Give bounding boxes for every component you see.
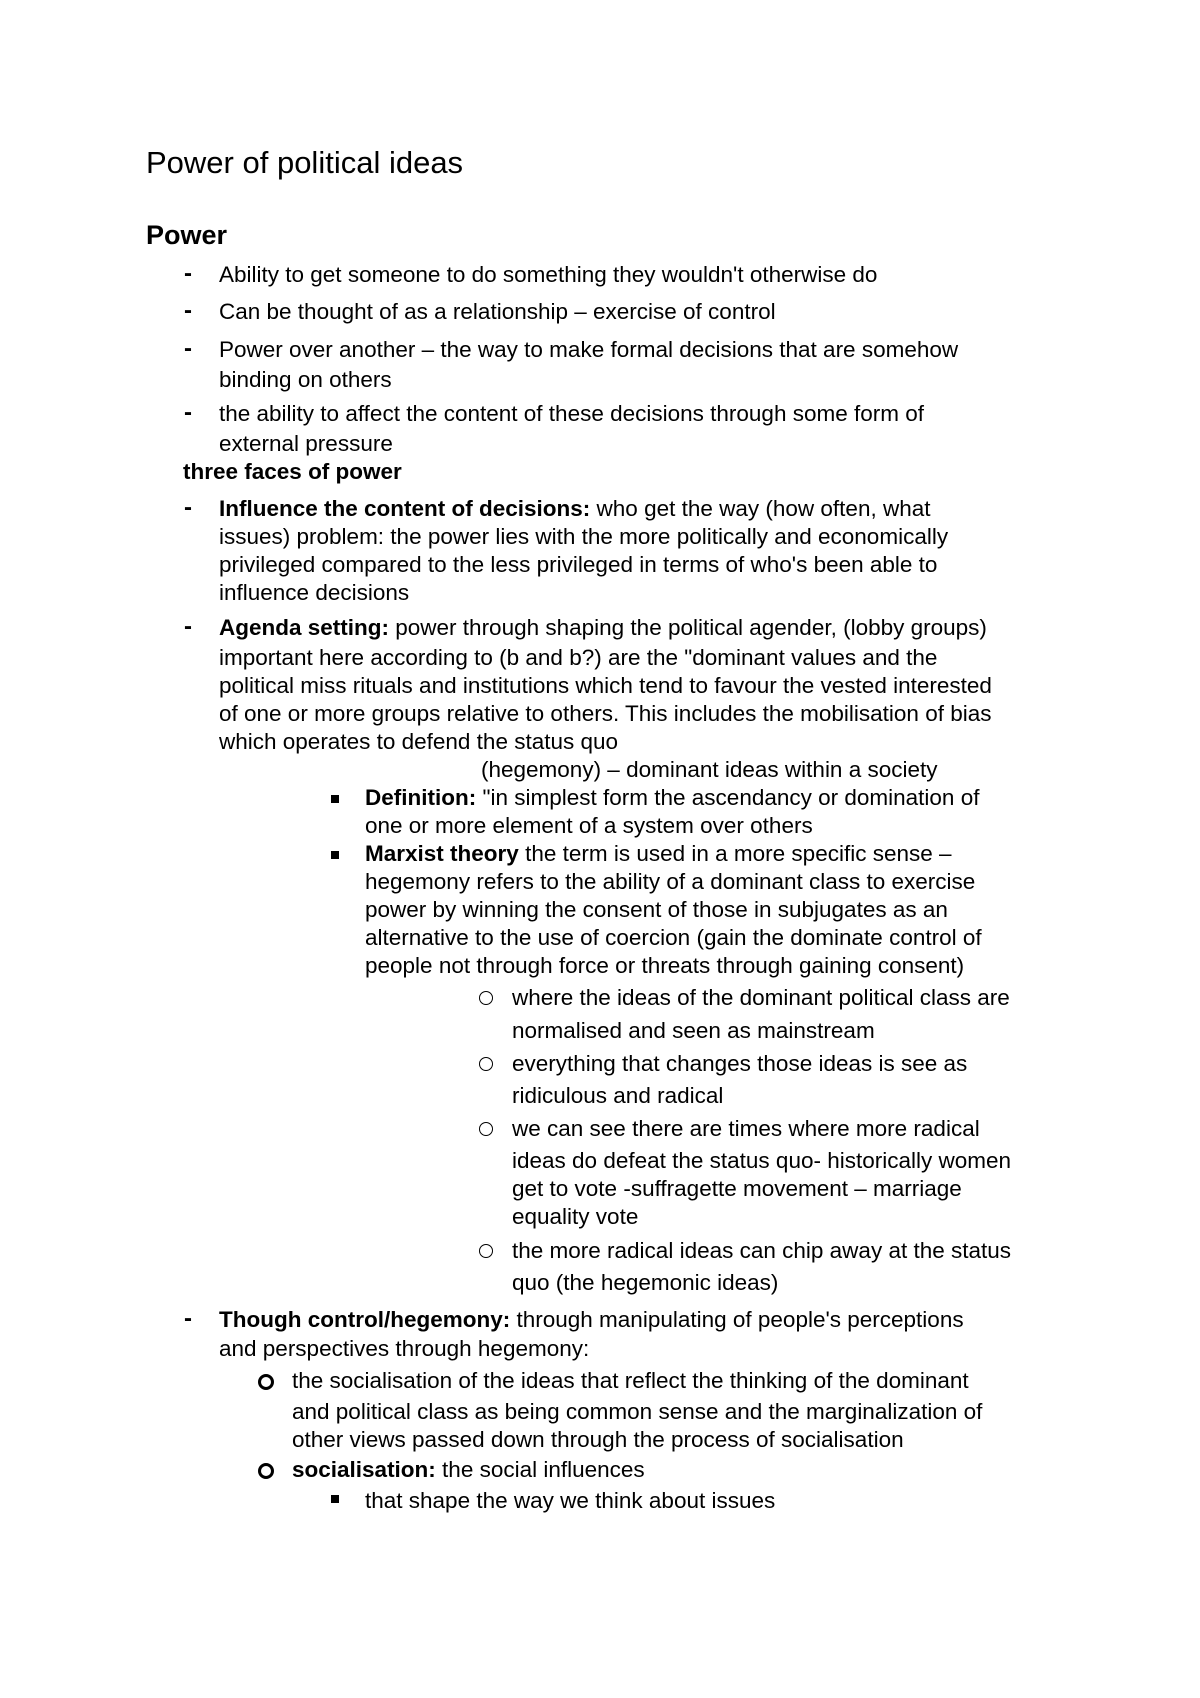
list-item: that shape the way we think about issues [365, 1488, 776, 1513]
list-item: the ability to affect the content of these decisions through some form of [219, 401, 924, 426]
marxist-text: the term is used in a more specific sense – [518, 841, 952, 866]
list-item-cont: one or more element of a system over others [365, 813, 813, 838]
list-item-cont: issues) problem: the power lies with the more politically and economically [219, 524, 949, 549]
list-item-cont: quo (the hegemonic ideas) [512, 1270, 779, 1295]
influence-text: who get the way (how often, what [590, 496, 931, 521]
square-bullet [331, 1495, 339, 1503]
list-item: where the ideas of the dominant political class are [512, 985, 1010, 1010]
list-item-cont: external pressure [219, 431, 393, 456]
socialisation-label: socialisation: [292, 1457, 436, 1482]
dash-bullet: - [184, 260, 192, 287]
list-item-cont: of one or more groups relative to others. This includes the mobilisation of bias [219, 701, 992, 726]
dash-bullet: - [184, 613, 192, 640]
list-item: the more radical ideas can chip away at the status [512, 1238, 1012, 1263]
list-item: everything that changes those ideas is see as [512, 1051, 968, 1076]
circle-bullet [479, 1244, 493, 1258]
dash-bullet: - [184, 297, 192, 324]
circle-bullet [258, 1374, 274, 1390]
list-item: we can see there are times where more radical [512, 1116, 980, 1141]
list-item-cont: and perspectives through hegemony: [219, 1336, 590, 1361]
agenda-label: Agenda setting: [219, 615, 390, 640]
list-item [219, 614, 987, 642]
list-item-cont: important here according to (b and b?) are the "dominant values and the [219, 645, 938, 670]
list-item-cont: binding on others [219, 367, 392, 392]
thought-text: through manipulating of people's perceptions [510, 1307, 964, 1332]
list-item-cont: power by winning the consent of those in subjugates as an [365, 897, 948, 922]
circle-bullet [479, 1122, 493, 1136]
list-item-cont: political miss rituals and institutions which tend to favour the vested interested [219, 673, 992, 698]
list-item-cont: alternative to the use of coercion (gain the dominate control of [365, 925, 982, 950]
square-bullet [331, 795, 339, 803]
socialisation-text: the social influences [435, 1457, 645, 1482]
list-item: Ability to get someone to do something they wouldn't otherwise do [219, 262, 878, 287]
list-item-cont: and political class as being common sense and the marginalization of [292, 1399, 983, 1424]
list-item-cont: which operates to defend the status quo [219, 729, 619, 754]
square-bullet [331, 851, 339, 859]
list-item-cont: normalised and seen as mainstream [512, 1018, 875, 1043]
list-item [365, 840, 952, 868]
definition-label: Definition: [365, 785, 477, 810]
definition-text: "in simplest form the ascendancy or domination of [476, 785, 980, 810]
list-item: Can be thought of as a relationship – exercise of control [219, 299, 776, 324]
thought-label: Though control/hegemony: [219, 1307, 511, 1332]
list-item [365, 784, 979, 812]
document-title: Power of political ideas [146, 145, 464, 180]
list-item-cont: privileged compared to the less privileged in terms of who's been able to [219, 552, 938, 577]
list-item-cont: people not through force or threats through gaining consent) [365, 953, 965, 978]
circle-bullet [479, 991, 493, 1005]
section-heading: Power [146, 220, 228, 250]
list-item: Power over another – the way to make formal decisions that are somehow [219, 337, 959, 362]
list-item-cont: ridiculous and radical [512, 1083, 724, 1108]
list-item [219, 495, 931, 523]
list-item-cont: equality vote [512, 1204, 639, 1229]
influence-label: Influence the content of decisions: [219, 496, 591, 521]
dash-bullet: - [184, 335, 192, 362]
dash-bullet: - [184, 399, 192, 426]
circle-bullet [479, 1057, 493, 1071]
list-item [292, 1456, 645, 1484]
list-item-cont: other views passed down through the process of socialisation [292, 1427, 904, 1452]
list-item-cont: hegemony refers to the ability of a dominant class to exercise [365, 869, 976, 894]
marxist-label: Marxist theory [365, 841, 519, 866]
list-item [219, 1306, 964, 1334]
circle-bullet [258, 1463, 274, 1479]
agenda-text: power through shaping the political agender, (lobby groups) [389, 615, 987, 640]
list-item: the socialisation of the ideas that reflect the thinking of the dominant [292, 1368, 969, 1393]
list-item-cont: influence decisions [219, 580, 410, 605]
list-item-cont: ideas do defeat the status quo- historically women [512, 1148, 1012, 1173]
list-item-cont: (hegemony) – dominant ideas within a society [481, 757, 938, 782]
dash-bullet: - [184, 1305, 192, 1332]
dash-bullet: - [184, 494, 192, 521]
subheading: three faces of power [183, 459, 402, 484]
list-item-cont: get to vote -suffragette movement – marriage [512, 1176, 962, 1201]
